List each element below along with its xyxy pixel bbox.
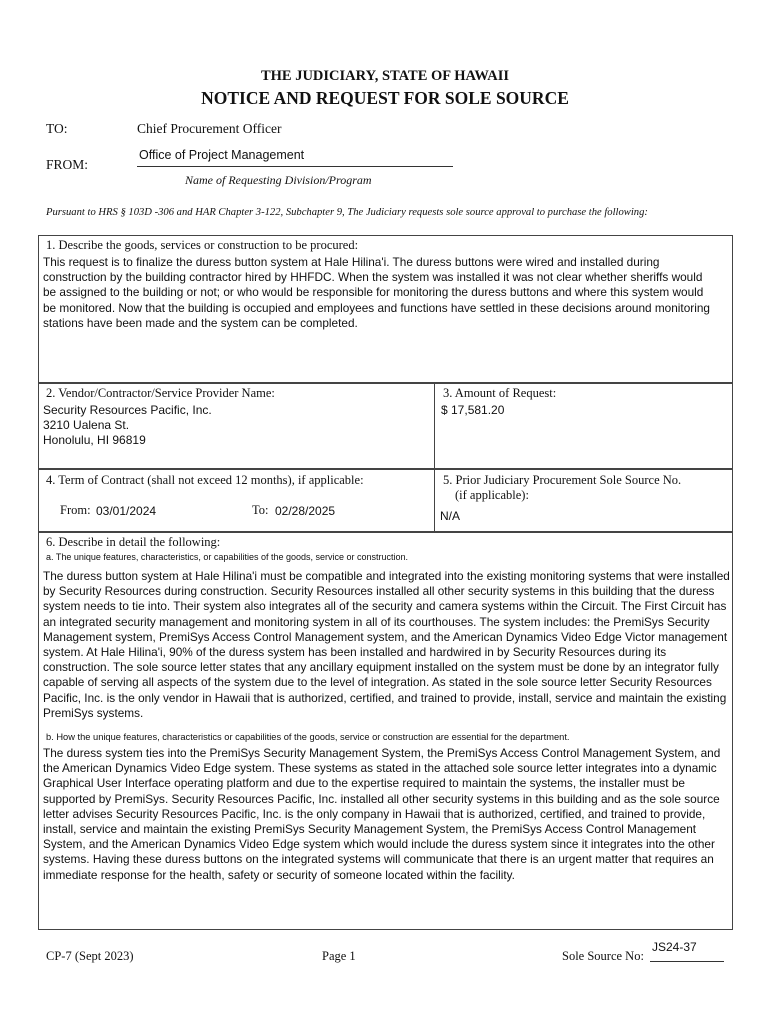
term-to-value[interactable]: 02/28/2025 xyxy=(275,504,336,518)
to-label: TO: xyxy=(46,121,68,136)
sole-source-no-value[interactable]: JS24-37 xyxy=(652,940,697,954)
vendor-city: Honolulu, HI 96819 xyxy=(43,433,146,447)
prior-sole-source-value[interactable]: N/A xyxy=(440,509,461,523)
form-title: NOTICE AND REQUEST FOR SOLE SOURCE xyxy=(201,88,569,108)
sole-source-no-line xyxy=(650,961,724,962)
sole-source-no-label: Sole Source No: xyxy=(562,949,644,963)
form-id: CP-7 (Sept 2023) xyxy=(46,949,134,963)
section-5-label-2: (if applicable): xyxy=(455,488,529,502)
section-6a-text[interactable]: The duress button system at Hale Hilina'i must be compatible and integrated into the existing monitoring systems that were installed by Security Resources during construction. Security Resources installed all other security systems in this building that the duress system needs to tie into. Their system also integrates all of the security and camera systems within the Circuit. The First Circuit has an integrated security management and monitoring system in all of its courthouses. The system includes: the PremiSys Security Management system, PremiSys Access Control Management system, and the American Dynamics Video Edge Victor management system. At Hale Hilina'i, 90% of the duress system has been installed and hardwired in by Security Resources during its construction. The sole source letter states that any ancillary equipment installed on the system must be done by an integrator fully capable of serving all aspects of the system due to the level of integration. As stated in the sole source letter Security Resources Pacific, Inc. is the only vendor in Hawaii that is authorized, certified, and trained to provide, install, service and maintain the existing PremiSys systems. xyxy=(43,569,730,720)
section-6-label: 6. Describe in detail the following: xyxy=(46,535,221,549)
section-6-box xyxy=(38,532,733,930)
vendor-street: 3210 Ualena St. xyxy=(43,418,130,432)
section-4-box xyxy=(38,469,435,532)
section-5-box xyxy=(434,469,733,532)
term-to-label: To: xyxy=(252,503,269,517)
section-6b-label: b. How the unique features, characteristics or capabilities of the goods, service or construction are essential for the department. xyxy=(46,732,570,742)
section-6a-label: a. The unique features, characteristics, or capabilities of the goods, service or construction. xyxy=(46,552,409,562)
section-5-label: 5. Prior Judiciary Procurement Sole Source No. xyxy=(443,473,682,487)
from-label: FROM: xyxy=(46,157,89,172)
section-1-label: 1. Describe the goods, services or construction to be procured: xyxy=(46,238,359,252)
section-4-label: 4. Term of Contract (shall not exceed 12 months), if applicable: xyxy=(46,473,364,487)
section-1-description[interactable]: This request is to finalize the duress button system at Hale Hilina'i. The duress buttons were wired and installed during construction by the building contractor hired by HHFDC. When the system was installed it was not clear whether sheriffs would be assigned to the building or not; or who would be responsible for monitoring the duress buttons and where this system would be monitored. Now that the building is occupied and employees and functions have settled in these decisions around monitoring stations have been made and the system can be completed. xyxy=(43,255,710,330)
term-from-label: From: xyxy=(60,503,91,517)
page-number: Page 1 xyxy=(322,949,356,963)
section-3-label: 3. Amount of Request: xyxy=(443,386,557,400)
term-from-value[interactable]: 03/01/2024 xyxy=(96,504,157,518)
from-value[interactable]: Office of Project Management xyxy=(139,148,305,162)
section-2-label: 2. Vendor/Contractor/Service Provider Name: xyxy=(46,386,275,400)
pursuant-statement: Pursuant to HRS § 103D -306 and HAR Chapter 3-122, Subchapter 9, The Judiciary requests sole source approval to purchase the following: xyxy=(46,207,648,218)
from-caption: Name of Requesting Division/Program xyxy=(185,173,372,187)
from-field-line xyxy=(137,166,453,167)
vendor-info[interactable] xyxy=(43,403,212,448)
amount-value[interactable]: $ 17,581.20 xyxy=(441,403,505,417)
section-2-box xyxy=(38,383,435,469)
form-header-agency: THE JUDICIARY, STATE OF HAWAII xyxy=(260,68,510,84)
section-3-box xyxy=(434,383,733,469)
section-1-box xyxy=(38,235,733,383)
to-value: Chief Procurement Officer xyxy=(137,121,282,136)
vendor-name: Security Resources Pacific, Inc. xyxy=(43,403,212,417)
section-6b-text[interactable]: The duress system ties into the PremiSys Security Management System, the PremiSys Access Control Management System, and the American Dynamics Video Edge system. These systems as stated in the attached sole source letter integrates into a dynamic Graphical User Interface operating platform and due to the expertise required to maintain the systems, the installer must be supported by PremiSys. Security Resources Pacific, Inc. installed all other security systems in this building and as the sole source letter advises Security Resources Pacific, Inc. is the only company in Hawaii that is authorized, certified, and trained to provide, install, service and maintain the existing PremiSys Security Management System, the PremiSys Access Control Management System, and the American Dynamics Video Edge system which would include the duress system since it integrates into the other systems. Having these duress buttons on the integrated systems will communicate that there is an urgent matter that requires an immediate response for the health, safety or security of someone located within the facility. xyxy=(43,746,721,882)
